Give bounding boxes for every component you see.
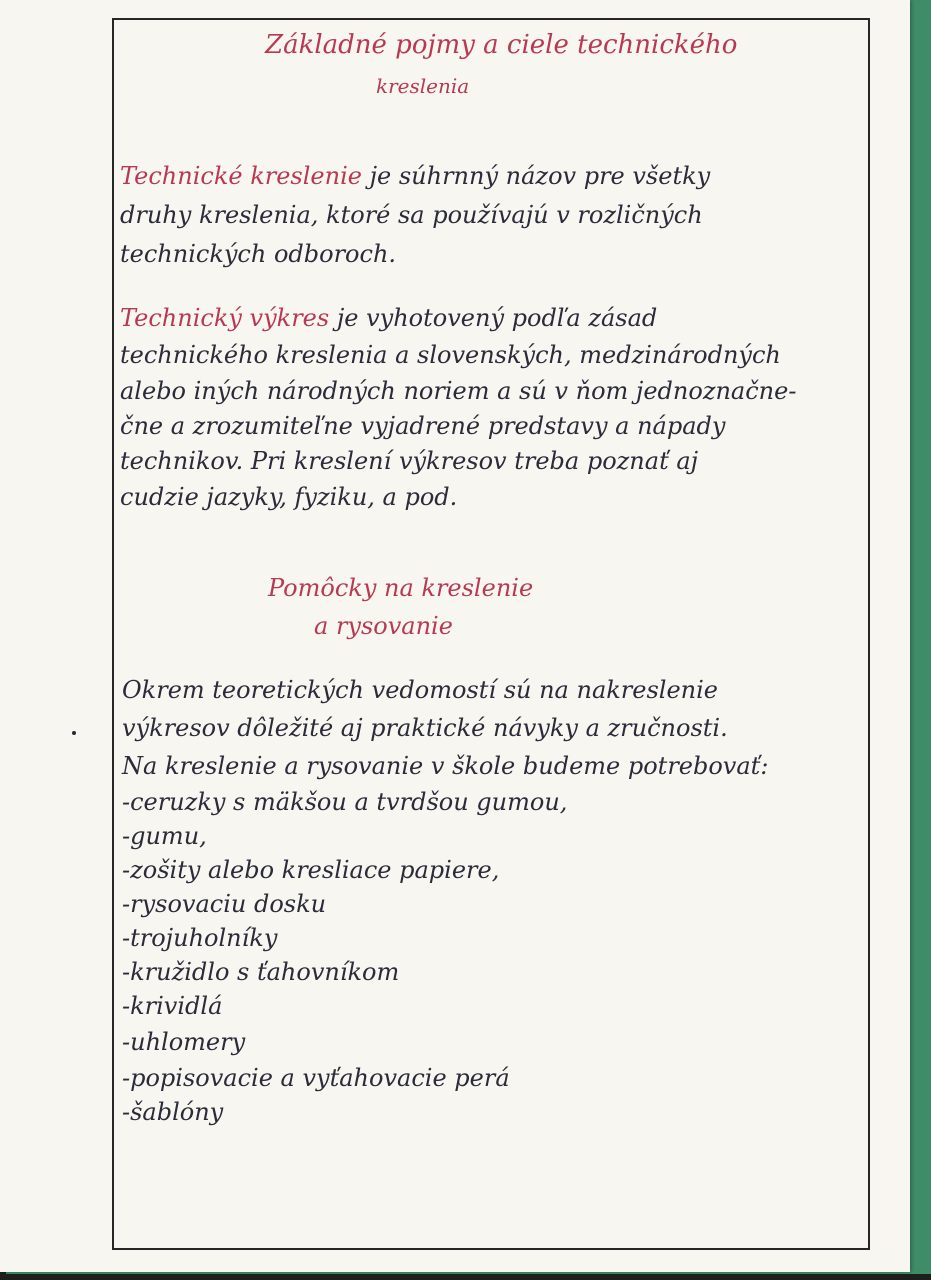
section2-line-3: alebo iných národných noriem a sú v ňom jednoznačne-: [120, 377, 797, 405]
section2-line-4: čne a zrozumiteľne vyjadrené predstavy a nápady: [120, 412, 726, 440]
section2-line-1: [120, 306, 657, 330]
section1-line-3: technických odboroch.: [120, 240, 397, 268]
section3-line-1: Okrem teoretických vedomostí sú na nakreslenie: [122, 676, 719, 704]
subtitle-line-1: Pomôcky na kreslenie: [268, 574, 534, 602]
term-technicky-vykres: Technický výkres: [120, 304, 330, 332]
list-item: -gumu,: [122, 822, 207, 850]
section2-line-2: technického kreslenia a slovenských, medzinárodných: [120, 341, 781, 369]
list-item: -krividlá: [122, 992, 223, 1020]
ink-dot: [72, 731, 76, 735]
list-item: -trojuholníky: [122, 924, 278, 952]
subtitle-line-2: a rysovanie: [314, 612, 453, 640]
section2-line-1-rest: je vyhotovený podľa zásad: [329, 304, 658, 332]
list-item: -šablóny: [122, 1098, 224, 1126]
list-item: -uhlomery: [122, 1028, 246, 1056]
section3-line-2: výkresov dôležité aj praktické návyky a zručnosti.: [122, 714, 728, 742]
list-item: -popisovacie a vyťahovacie perá: [122, 1064, 510, 1092]
section1-line-2: druhy kreslenia, ktoré sa používajú v rozličných: [120, 201, 703, 229]
list-item: -zošity alebo kresliace papiere,: [122, 856, 500, 884]
page-title-line-2: kreslenia: [376, 74, 470, 98]
list-item: -ceruzky s mäkšou a tvrdšou gumou,: [122, 788, 568, 816]
section3-line-3: Na kreslenie a rysovanie v škole budeme potrebovať:: [122, 752, 769, 780]
list-item: -kružidlo s ťahovníkom: [122, 958, 400, 986]
section2-line-6: cudzie jazyky, fyziku, a pod.: [120, 483, 458, 511]
term-technicke-kreslenie: Technické kreslenie: [120, 162, 362, 190]
list-item: -rysovaciu dosku: [122, 890, 327, 918]
page-title-line-1: Základné pojmy a ciele technického: [265, 30, 738, 60]
section2-line-5: technikov. Pri kreslení výkresov treba poznať aj: [120, 447, 699, 475]
section1-line-1-rest: je súhrnný názov pre všetky: [361, 162, 711, 190]
section1-line-1: [120, 164, 710, 188]
